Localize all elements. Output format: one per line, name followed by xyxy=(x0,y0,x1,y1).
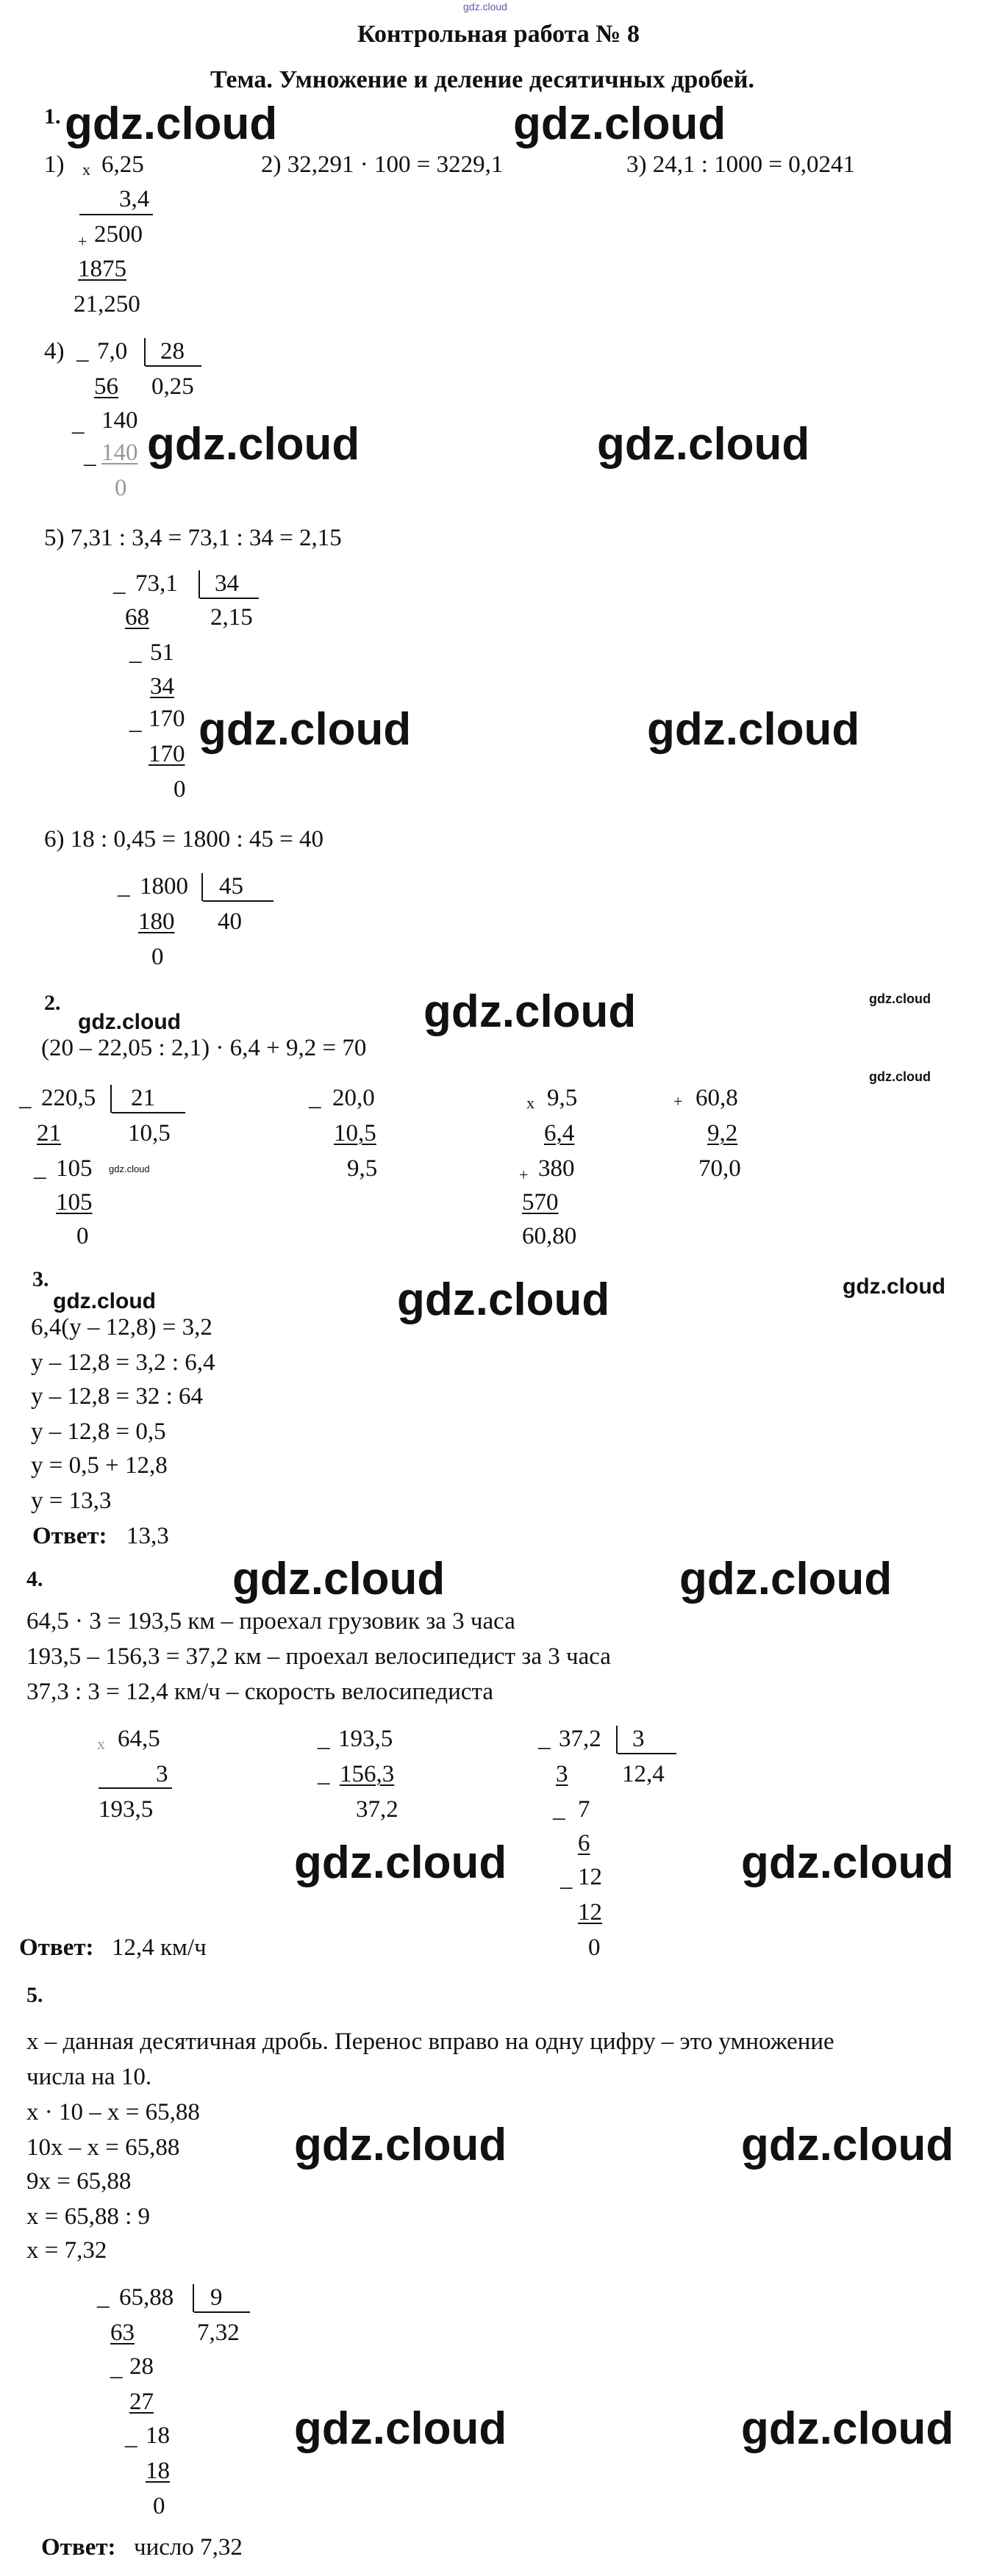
task2-c2-result: 9,5 xyxy=(347,1155,378,1182)
task2-c1-step2: 105 xyxy=(56,1155,93,1182)
task4-c3-dividend: 37,2 xyxy=(559,1726,601,1752)
task1-p4-step3: 140 xyxy=(101,440,138,466)
task5-c1-step1: 63 xyxy=(110,2320,135,2346)
task2-c1-remainder: 0 xyxy=(76,1223,89,1249)
task1-p5-step4: 170 xyxy=(149,706,185,732)
minus-sign: _ xyxy=(118,873,130,900)
task3-line-5: y = 0,5 + 12,8 xyxy=(31,1452,168,1479)
header-tiny-watermark: gdz.cloud xyxy=(463,1,507,12)
task4-c3-quotient: 12,4 xyxy=(622,1761,665,1787)
task4-c3-step3: 6 xyxy=(578,1830,590,1856)
multiply-sign: x xyxy=(82,160,90,179)
watermark: gdz.cloud xyxy=(109,1163,150,1174)
task2-c3-partial2: 570 xyxy=(522,1189,559,1216)
task4-c2-minuend: 193,5 xyxy=(338,1726,393,1752)
task1-p4-divisor: 28 xyxy=(160,338,185,365)
division-line xyxy=(200,598,259,599)
minus-sign: _ xyxy=(560,1865,573,1892)
watermark: gdz.cloud xyxy=(232,1554,446,1604)
task1-p6-dividend: 1800 xyxy=(140,873,188,900)
task4-line-1: 64,5 · 3 = 193,5 км – проехал грузовик за 3 часа xyxy=(26,1608,515,1635)
task1-p6-quotient: 40 xyxy=(218,908,242,935)
task1-part6-equation: 6) 18 : 0,45 = 1800 : 45 = 40 xyxy=(44,826,324,853)
task1-p4-remainder: 0 xyxy=(115,475,127,501)
watermark: gdz.cloud xyxy=(294,2403,507,2454)
multiply-sign: x xyxy=(526,1094,534,1112)
task5-c1-quotient: 7,32 xyxy=(197,2320,240,2346)
task1-p4-step2: 140 xyxy=(101,407,138,434)
minus-sign: _ xyxy=(318,1726,330,1752)
task5-c1-step2: 28 xyxy=(129,2353,154,2380)
task4-line-3: 37,3 : 3 = 12,4 км/ч – скорость велосипедиста xyxy=(26,1679,493,1705)
watermark: gdz.cloud xyxy=(53,1289,156,1313)
minus-sign: _ xyxy=(318,1761,330,1787)
minus-sign: _ xyxy=(129,639,142,666)
minus-sign: _ xyxy=(84,442,96,469)
watermark: gdz.cloud xyxy=(65,98,278,149)
task5-answer-label: Ответ: xyxy=(41,2534,116,2561)
task4-c3-step1: 3 xyxy=(556,1761,568,1787)
minus-sign: _ xyxy=(72,410,85,437)
task5-c1-remainder: 0 xyxy=(153,2493,165,2519)
task1-p6-step1: 180 xyxy=(138,908,175,935)
task2-c1-divisor: 21 xyxy=(131,1085,155,1111)
task2-c1-quotient: 10,5 xyxy=(128,1120,171,1147)
division-line xyxy=(146,365,201,367)
task1-p5-step1: 68 xyxy=(125,604,149,631)
task2-c1-dividend: 220,5 xyxy=(41,1085,96,1111)
watermark: gdz.cloud xyxy=(741,2403,954,2454)
task2-c3-partial1: 380 xyxy=(538,1155,575,1182)
minus-sign: _ xyxy=(34,1155,46,1182)
minus-sign: _ xyxy=(553,1796,565,1823)
task1-number: 1. xyxy=(44,104,61,129)
task4-c3-divisor: 3 xyxy=(632,1726,645,1752)
watermark: gdz.cloud xyxy=(513,98,726,149)
task5-c1-step4: 18 xyxy=(146,2422,170,2449)
watermark: gdz.cloud xyxy=(869,1069,931,1084)
minus-sign: _ xyxy=(113,570,126,597)
task1-p5-quotient: 2,15 xyxy=(210,604,253,631)
division-line xyxy=(112,1112,185,1113)
column-line xyxy=(99,1787,172,1789)
minus-sign: _ xyxy=(309,1085,321,1111)
task3-line-2: y – 12,8 = 3,2 : 6,4 xyxy=(31,1349,215,1376)
division-bar xyxy=(199,570,200,598)
task4-c2-subtrahend: 156,3 xyxy=(340,1761,395,1787)
task4-number: 4. xyxy=(26,1567,43,1591)
division-line xyxy=(194,2311,250,2313)
task5-c1-dividend: 65,88 xyxy=(119,2284,174,2311)
watermark: gdz.cloud xyxy=(741,2120,954,2170)
division-bar xyxy=(616,1726,618,1754)
plus-sign: + xyxy=(78,232,87,251)
task2-c3-multiplicand: 9,5 xyxy=(547,1085,578,1111)
task1-p5-dividend: 73,1 xyxy=(135,570,178,597)
task2-c4-result: 70,0 xyxy=(698,1155,741,1182)
worksheet-title: Контрольная работа № 8 xyxy=(357,21,640,48)
task5-c1-step3: 27 xyxy=(129,2389,154,2415)
plus-sign: + xyxy=(673,1092,683,1111)
watermark: gdz.cloud xyxy=(741,1837,954,1888)
task1-p4-quotient: 0,25 xyxy=(151,373,194,400)
task1-p6-divisor: 45 xyxy=(219,873,243,900)
task2-expression: (20 – 22,05 : 2,1) · 6,4 + 9,2 = 70 xyxy=(41,1035,367,1061)
division-line xyxy=(618,1753,676,1754)
task5-line-2: числа на 10. xyxy=(26,2064,152,2090)
watermark: gdz.cloud xyxy=(294,1837,507,1888)
task2-c4-addend1: 60,8 xyxy=(696,1085,738,1111)
task5-line-4: 10x – x = 65,88 xyxy=(26,2134,180,2161)
column-line xyxy=(79,214,153,215)
task2-c1-step3: 105 xyxy=(56,1189,93,1216)
task5-line-3: x · 10 – x = 65,88 xyxy=(26,2099,200,2125)
task4-c2-result: 37,2 xyxy=(356,1796,398,1823)
task4-c3-step2: 7 xyxy=(578,1796,590,1823)
task1-p5-remainder: 0 xyxy=(174,776,186,803)
watermark: gdz.cloud xyxy=(869,991,931,1006)
division-bar xyxy=(110,1085,112,1113)
task1-part5-equation: 5) 7,31 : 3,4 = 73,1 : 34 = 2,15 xyxy=(44,525,342,551)
plus-sign: + xyxy=(519,1166,529,1184)
division-line xyxy=(203,900,273,902)
task4-line-2: 193,5 – 156,3 = 37,2 км – проехал велосипедист за 3 часа xyxy=(26,1643,611,1670)
task1-part1-label: 1) xyxy=(44,151,65,178)
task5-line-7: x = 7,32 xyxy=(26,2237,107,2264)
minus-sign: _ xyxy=(125,2424,137,2450)
task5-line-1: x – данная десятичная дробь. Перенос вправо на одну цифру – это умножение xyxy=(26,2028,834,2055)
task1-p5-step3: 34 xyxy=(150,673,174,700)
task4-answer-label: Ответ: xyxy=(19,1934,94,1961)
minus-sign: _ xyxy=(538,1726,551,1752)
task1-p6-remainder: 0 xyxy=(151,944,164,970)
task3-line-4: y – 12,8 = 0,5 xyxy=(31,1418,166,1445)
task1-p4-step1: 56 xyxy=(94,373,118,400)
task2-c2-subtrahend: 10,5 xyxy=(334,1120,376,1147)
minus-sign: _ xyxy=(110,2355,123,2381)
watermark: gdz.cloud xyxy=(147,419,360,470)
watermark: gdz.cloud xyxy=(199,704,412,755)
task3-line-6: y = 13,3 xyxy=(31,1488,112,1514)
task4-c3-step4: 12 xyxy=(578,1864,602,1890)
task4-c1-result: 193,5 xyxy=(99,1796,154,1823)
task5-number: 5. xyxy=(26,1983,43,2007)
minus-sign: _ xyxy=(19,1085,32,1111)
task1-p1-result: 21,250 xyxy=(74,291,140,317)
task1-part4-label: 4) xyxy=(44,338,65,365)
division-bar xyxy=(193,2284,194,2312)
watermark: gdz.cloud xyxy=(679,1554,893,1604)
minus-sign: _ xyxy=(129,708,142,735)
task2-number: 2. xyxy=(44,991,61,1015)
task1-p4-dividend: 7,0 xyxy=(97,338,128,365)
watermark: gdz.cloud xyxy=(597,419,810,470)
task2-c4-addend2: 9,2 xyxy=(707,1120,738,1147)
minus-sign: _ xyxy=(97,2284,110,2311)
task4-c1-multiplicand: 64,5 xyxy=(118,1726,160,1752)
task1-p1-multiplicand: 6,25 xyxy=(101,151,144,178)
task4-c3-remainder: 0 xyxy=(588,1934,601,1961)
watermark: gdz.cloud xyxy=(647,704,860,755)
task3-answer-label: Ответ: xyxy=(32,1523,107,1549)
task4-answer: 12,4 км/ч xyxy=(112,1934,207,1961)
task4-c3-step5: 12 xyxy=(578,1899,602,1926)
watermark: gdz.cloud xyxy=(423,986,637,1037)
task5-c1-divisor: 9 xyxy=(210,2284,223,2311)
task3-number: 3. xyxy=(32,1267,49,1291)
task5-line-5: 9x = 65,88 xyxy=(26,2168,132,2195)
task2-c3-result: 60,80 xyxy=(522,1223,577,1249)
task3-line-3: y – 12,8 = 32 : 64 xyxy=(31,1383,204,1410)
watermark: gdz.cloud xyxy=(294,2120,507,2170)
worksheet-topic: Тема. Умножение и деление десятичных дробей. xyxy=(210,66,754,93)
watermark: gdz.cloud xyxy=(397,1274,610,1325)
task1-p5-step5: 170 xyxy=(149,741,185,767)
task1-p5-divisor: 34 xyxy=(215,570,239,597)
task1-p1-partial1: 2500 xyxy=(94,221,143,248)
task1-p1-multiplier: 3,4 xyxy=(119,186,150,212)
division-bar xyxy=(201,873,203,901)
minus-sign: _ xyxy=(76,338,89,365)
division-bar xyxy=(144,338,146,366)
task1-p1-partial2: 1875 xyxy=(78,256,126,282)
task5-answer: число 7,32 xyxy=(134,2534,243,2561)
task2-c1-step1: 21 xyxy=(37,1120,61,1147)
task3-line-1: 6,4(y – 12,8) = 3,2 xyxy=(31,1314,212,1341)
multiply-sign: x xyxy=(97,1734,105,1753)
task5-c1-step5: 18 xyxy=(146,2458,170,2484)
task1-part2: 2) 32,291 · 100 = 3229,1 xyxy=(261,151,504,178)
watermark: gdz.cloud xyxy=(843,1274,945,1299)
task1-p5-step2: 51 xyxy=(150,639,174,666)
watermark: gdz.cloud xyxy=(78,1010,181,1034)
task1-part3: 3) 24,1 : 1000 = 0,0241 xyxy=(626,151,856,178)
task3-answer: 13,3 xyxy=(126,1523,169,1549)
task2-c2-minuend: 20,0 xyxy=(332,1085,375,1111)
task4-c1-multiplier: 3 xyxy=(156,1761,168,1787)
task5-line-6: x = 65,88 : 9 xyxy=(26,2203,151,2230)
task2-c3-multiplier: 6,4 xyxy=(544,1120,575,1147)
